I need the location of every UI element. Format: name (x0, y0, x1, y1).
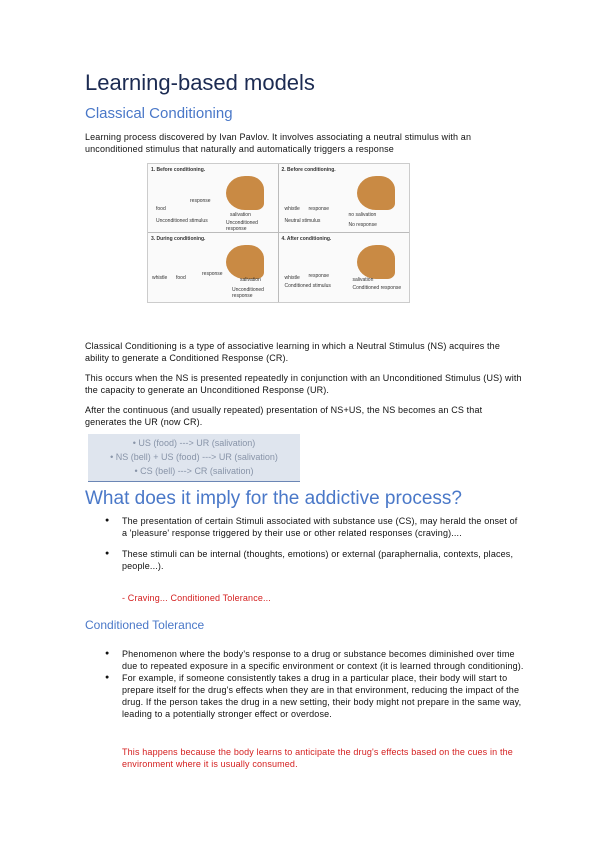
list-item: ● The presentation of certain Stimuli associated with substance use (CS), may herald the onset of a 'pleasure' response triggered by their use or other related responses (craving).... (105, 515, 525, 539)
label: response (190, 198, 211, 204)
intro-text: Learning process discovered by Ivan Pavlov. It involves associating a neutral stimulus with an unconditioned stimulus that naturally and automatically triggers a response (85, 132, 472, 154)
label: food (176, 275, 186, 281)
dog-illustration (357, 245, 395, 279)
panel-2 (279, 164, 410, 233)
list-item: ● Phenomenon where the body's response to a drug or substance becomes diminished over time due to repeated exposure in a specific environment or context (it is learned through conditioning). (105, 648, 525, 672)
panel-title: 1. Before conditioning. (151, 167, 206, 173)
page-title: Learning-based models (85, 70, 315, 95)
dog-illustration (226, 245, 264, 279)
summary-line: • CS (bell) ---> CR (salivation) (134, 466, 254, 476)
label: no salivation (348, 212, 377, 218)
label: Unconditioned response (232, 287, 264, 299)
label: Unconditioned stimulus (156, 218, 208, 224)
dog-illustration (357, 176, 395, 210)
label: whistle (284, 206, 300, 212)
label: salivation (240, 277, 261, 283)
panel-title: 3. During conditioning. (151, 236, 206, 242)
panel-1 (148, 164, 279, 233)
label: response (308, 273, 330, 279)
summary-line: • NS (bell) + US (food) ---> UR (salivation) (110, 452, 278, 462)
label: Conditioned response (352, 285, 402, 291)
label: response (308, 206, 330, 212)
label: Neutral stimulus (284, 218, 321, 224)
label: response (202, 271, 223, 277)
label: whistle (152, 275, 168, 281)
list-item: ● For example, if someone consistently takes a drug in a particular place, their body will start to prepare itself for the drug's effects when they are in that environment, reducing the impact of the drug. If the person takes the drug in a new setting, their body might not prepare in the same way, leading to a potentially stronger effect or overdose. (105, 672, 525, 720)
summary-line: • US (food) ---> UR (salivation) (132, 438, 256, 448)
label: Conditioned stimulus (284, 283, 331, 289)
heading-addictive-process: What does it imply for the addictive process? (85, 488, 463, 509)
dog-illustration (226, 176, 264, 210)
paragraph-3: After the continuous (and usually repeated) presentation of NS+US, the NS becomes an CS that generates the UR (now CR). (85, 405, 483, 427)
panel-3 (148, 233, 279, 302)
tolerance-note: This happens because the body learns to anticipate the drug's effects based on the cues in the environment where it is usually consumed. (122, 747, 513, 769)
craving-note: - Craving... Conditioned Tolerance... (122, 593, 271, 603)
panel-title: 4. After conditioning. (281, 236, 332, 242)
pavlov-figure (147, 163, 410, 303)
label: No response (348, 222, 377, 228)
label: whistle (284, 275, 300, 281)
summary-box (88, 434, 300, 482)
label: salivation (230, 212, 251, 218)
addictive-bullets (105, 515, 525, 572)
label: food (156, 206, 166, 212)
paragraph-1: Classical Conditioning is a type of associative learning in which a Neutral Stimulus (NS) acquires the ability to generate a Conditioned Response (CR). (85, 341, 500, 363)
heading-classical-conditioning: Classical Conditioning (85, 105, 233, 122)
label: salivation (352, 277, 374, 283)
list-item: ● These stimuli can be internal (thoughts, emotions) or external (paraphernalia, contexts, places, people...). (105, 548, 525, 572)
panel-title: 2. Before conditioning. (281, 167, 336, 173)
panel-4 (279, 233, 410, 302)
label: Unconditioned response (226, 220, 258, 232)
heading-conditioned-tolerance: Conditioned Tolerance (85, 618, 205, 632)
tolerance-bullets (105, 648, 525, 720)
paragraph-2: This occurs when the NS is presented repeatedly in conjunction with an Unconditioned Stimulus (US) with the capacity to generate an Unconditioned Response (UR). (85, 373, 522, 395)
